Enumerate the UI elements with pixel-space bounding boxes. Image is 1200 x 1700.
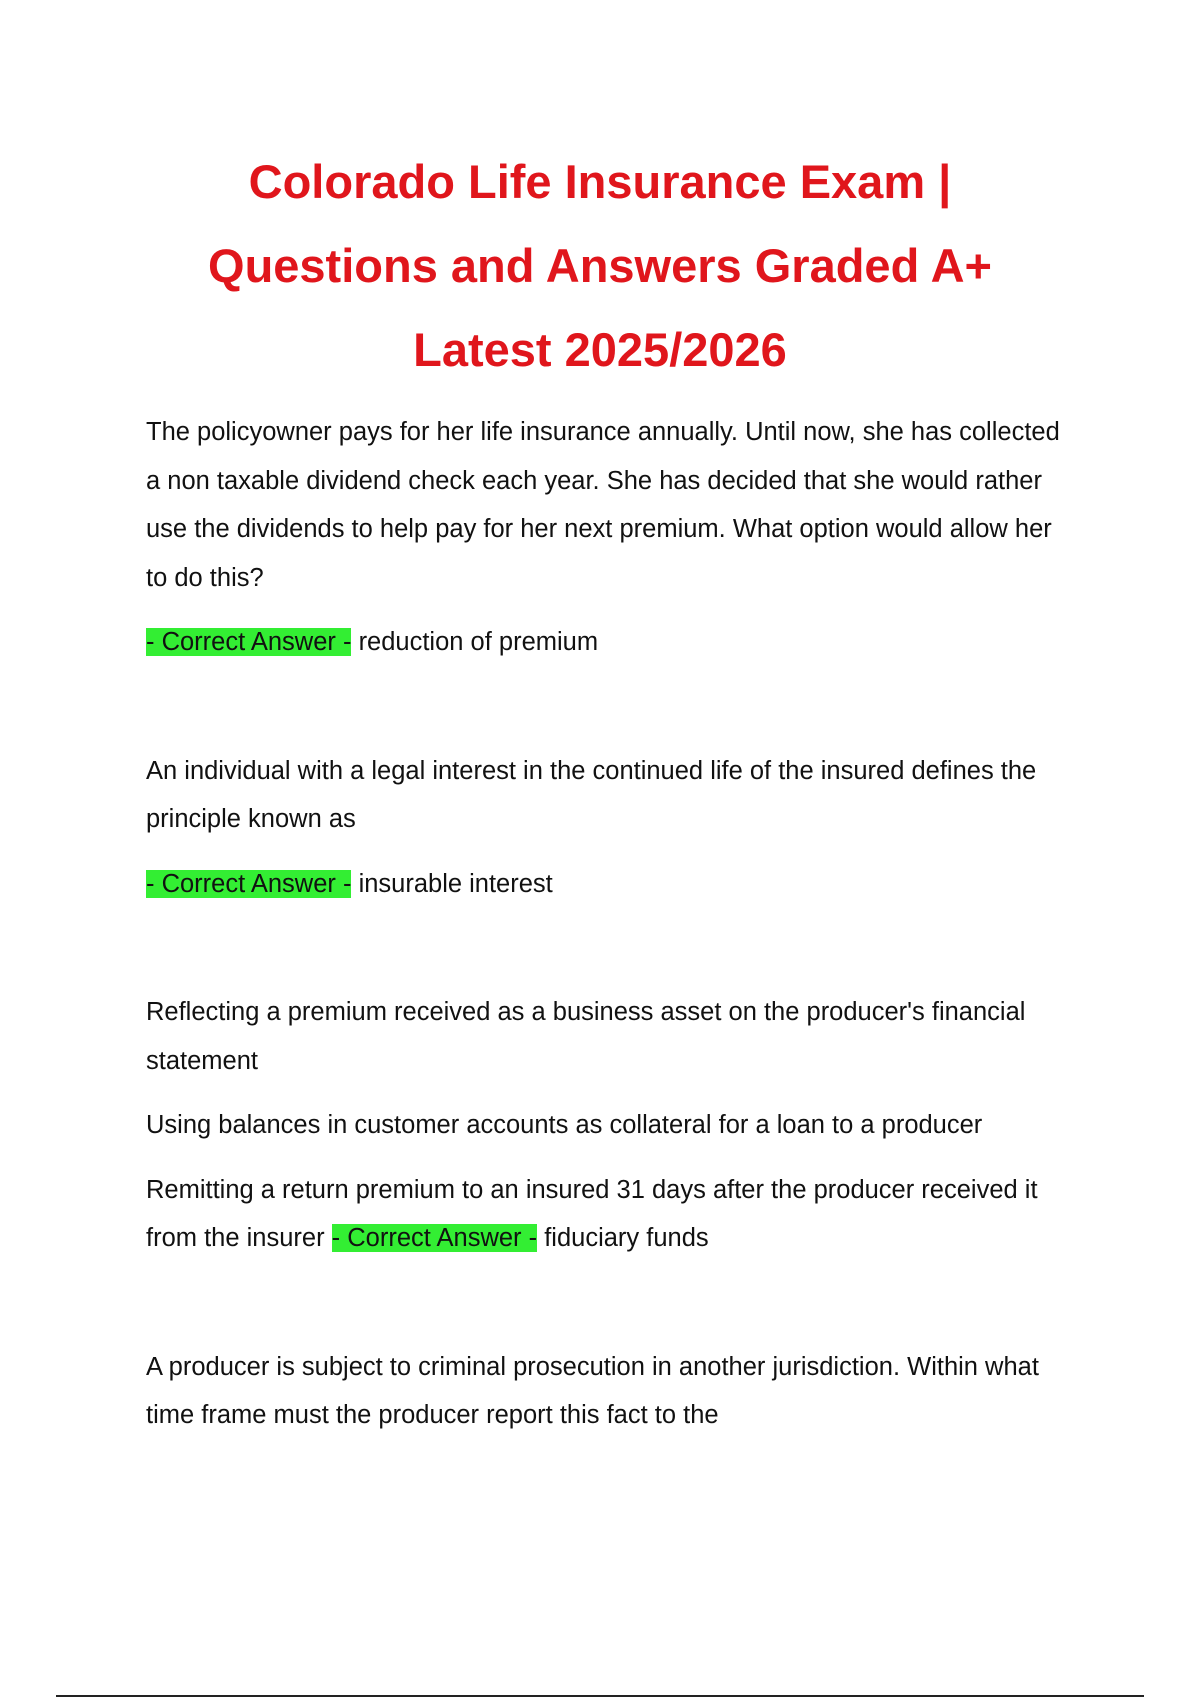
document-title (120, 140, 1080, 392)
question-1: The policyowner pays for her life insurance annually. Until now, she has collected a non taxable dividend check each year. She has decided that she would rather use the dividends to help pay for her next premium. What option would allow her to do this? (146, 418, 1060, 592)
answer-1 (146, 618, 1066, 667)
title-line-3: Latest 2025/2026 (413, 323, 787, 376)
answer-text: fiduciary funds (544, 1224, 709, 1252)
correct-answer-highlight: - Correct Answer - (331, 1224, 538, 1252)
title-line-2: Questions and Answers Graded A+ (208, 239, 992, 292)
qa-list (146, 408, 1066, 1456)
title-line-1: Colorado Life Insurance Exam | (248, 155, 952, 208)
question-3-part-2: Using balances in customer accounts as collateral for a loan to a producer (146, 1111, 983, 1139)
answer-text: insurable interest (358, 869, 553, 898)
question-3-part-3 (146, 1166, 1066, 1263)
question-text: Remitting a return premium to an insured 31 days after the producer received it from the insurer (146, 1175, 1038, 1252)
correct-answer-highlight: - Correct Answer - (146, 869, 352, 898)
question-4: A producer is subject to criminal prosecution in another jurisdiction. Within what time frame must the producer report this fact to the (146, 1352, 1039, 1429)
answer-2 (146, 860, 1066, 909)
correct-answer-highlight: - Correct Answer - (146, 628, 352, 656)
page-bottom-rule (56, 1695, 1144, 1697)
answer-text: reduction of premium (358, 628, 599, 656)
question-3-part-1: Reflecting a premium received as a business asset on the producer's financial statement (146, 998, 1026, 1075)
question-2: An individual with a legal interest in the continued life of the insured defines the principle known as (146, 756, 1037, 833)
